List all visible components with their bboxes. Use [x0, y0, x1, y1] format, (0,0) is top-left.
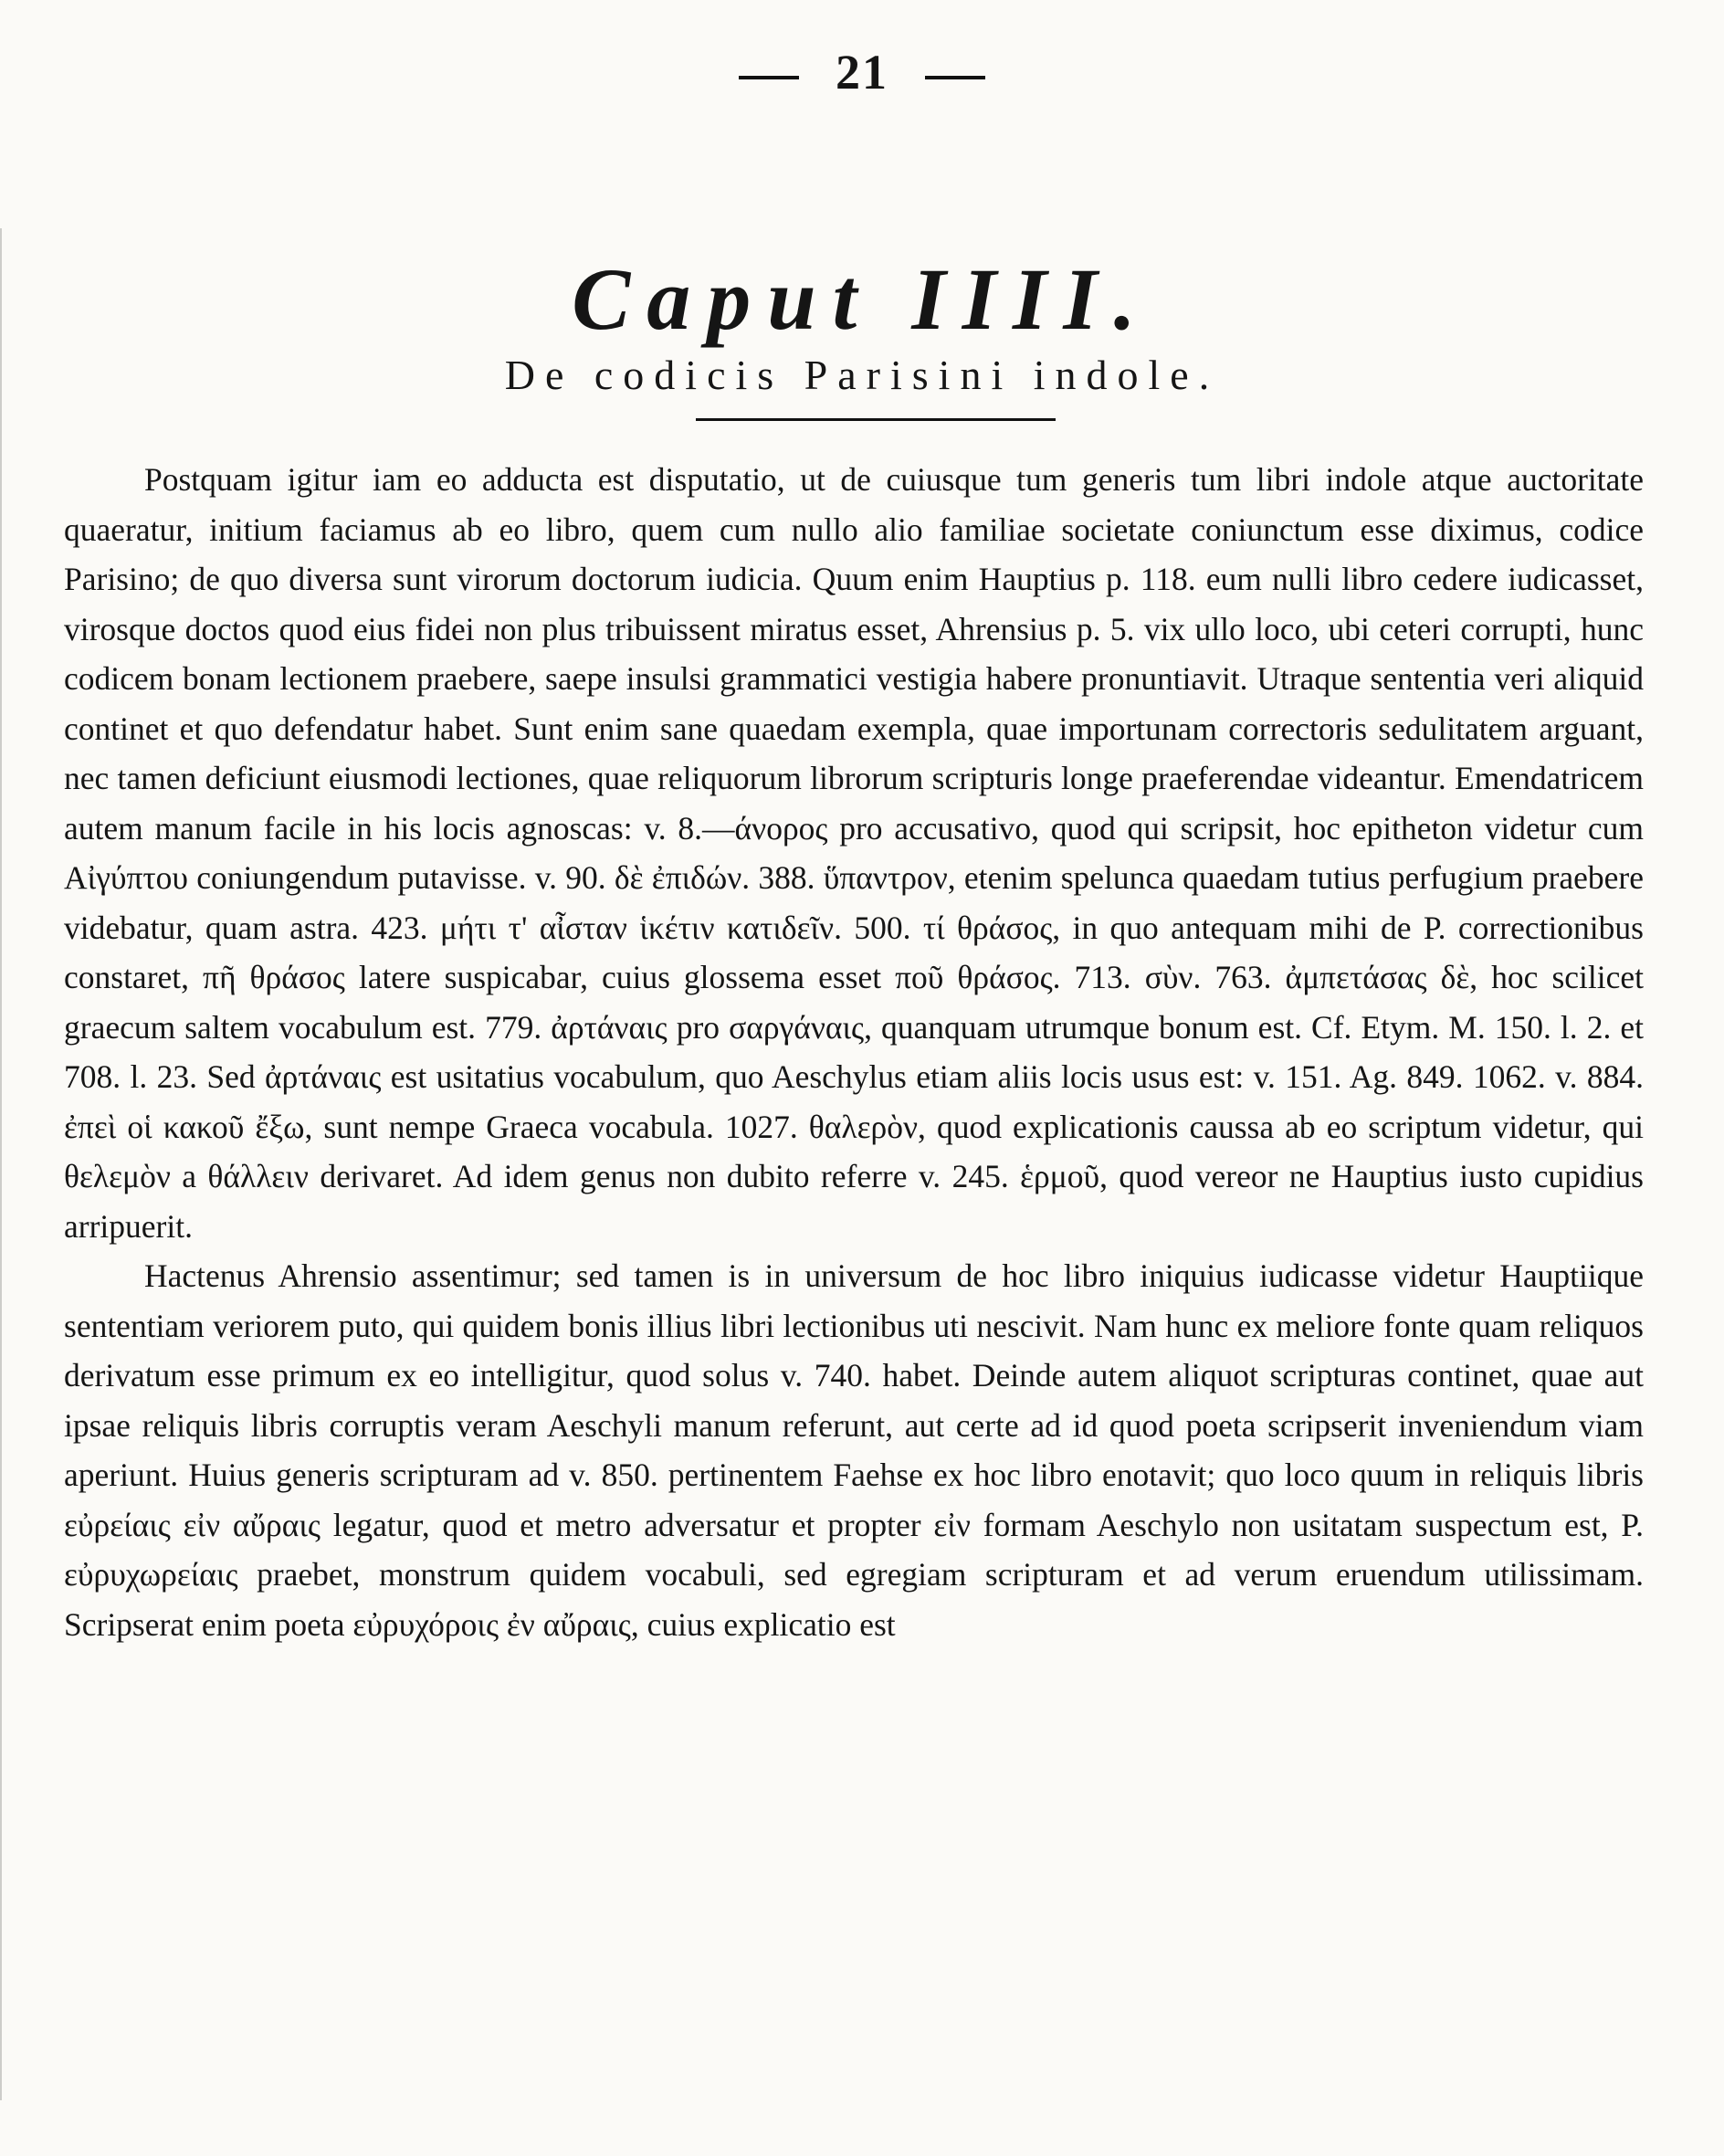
chapter-title: Caput IIII.	[572, 250, 1152, 348]
chapter-subtitle: De codicis Parisini indole.	[504, 352, 1220, 398]
page-number	[0, 44, 1724, 100]
page-edge-mark	[0, 228, 15, 2100]
body-text	[64, 455, 1644, 1649]
folio-dash-left	[739, 76, 799, 79]
title-rule	[696, 418, 1056, 421]
paragraph-2: Hactenus Ahrensio assentimur; sed tamen is in universum de hoc libro iniquius iudicasse videtur Hauptiique sententiam veriorem puto, qui quidem bonis illius libri lectionibus uti nescivit. Nam hunc ex meliore fonte quam reliquos derivatum esse primum ex eo intelligitur, quod solus v. 740. habet. Deinde autem aliquot scripturas continet, quae aut ipsae reliquis libris corruptis veram Aeschyli manum referunt, aut certe ad id quod poeta scripserit inveniendum viam aperiunt. Huius generis scripturam ad v. 850. pertinentem Faehse ex hoc libro enotavit; quo loco quum in reliquis libris εὐρείαις εἰν αὔραις legatur, quod et metro adversatur et propter εἰν formam Aeschylo non usitatam suspectum est, P. εὐρυχωρείαις praebet, monstrum quidem vocabuli, sed egregiam scripturam et ad verum eruendum utilissimam. Scripserat enim poeta εὐρυχόροις ἐν αὔραις, cuius explicatio est	[64, 1257, 1644, 1643]
page-number-text: 21	[836, 45, 888, 100]
paragraph-1: Postquam igitur iam eo adducta est disputatio, ut de cuiusque tum generis tum libri indole atque auctoritate quaeratur, initium faciamus ab eo libro, quem cum nullo alio familiae societate coniunctum esse diximus, codice Parisino; de quo diversa sunt virorum doctorum iudicia. Quum enim Hauptius p. 118. eum nulli libro cedere iudicasset, virosque doctos quod eius fidei non plus tribuissent miratus esset, Ahrensius p. 5. vix ullo loco, ubi ceteri corrupti, hunc codicem bonam lectionem praebere, saepe insulsi grammatici vestigia habere pronuntiavit. Utraque sententia veri aliquid continet et quo defendatur habet. Sunt enim sane quaedam exempla, quae importunam correctoris sedulitatem arguant, nec tamen deficiunt eiusmodi lectiones, quae reliquorum librorum scripturis longe praeferendae videantur. Emendatricem autem manum facile in his locis agnoscas: v. 8.—άνορος pro accusativo, quod qui scripsit, hoc epitheton videtur cum Αἰγύπτου coniungendum putavisse. v. 90. δὲ ἐπιδών. 388. ὕπαντρον, etenim spelunca quaedam tutius perfugium praebere videbatur, quam astra. 423. μήτι τ' αἶσταν ἱκέτιν κατιδεῖν. 500. τί θράσος, in quo antequam mihi de P. correctionibus constaret, πῆ θράσος latere suspicabar, cuius glossema esset ποῦ θράσος. 713. σὺν. 763. ἀμπετάσας δὲ, hoc scilicet graecum saltem vocabulum est. 779. ἀρτάναις pro σαργάναις, quanquam utrumque bonum est. Cf. Etym. M. 150. l. 2. et 708. l. 23. Sed ἀρτάναις est usitatius vocabulum, quo Aeschylus etiam aliis locis usus est: v. 151. Ag. 849. 1062. v. 884. ἐπεὶ οἱ κακοῦ ἔξω, sunt nempe Graeca vocabula. 1027. θαλερὸν, quod explicationis caussa ab eo scriptum videtur, qui θελεμὸν a θάλλειν derivaret. Ad idem genus non dubito referre v. 245. ἑρμοῦ, quod vereor ne Hauptius iusto cupidius arripuerit.	[64, 461, 1644, 1245]
folio-dash-right	[925, 76, 985, 79]
